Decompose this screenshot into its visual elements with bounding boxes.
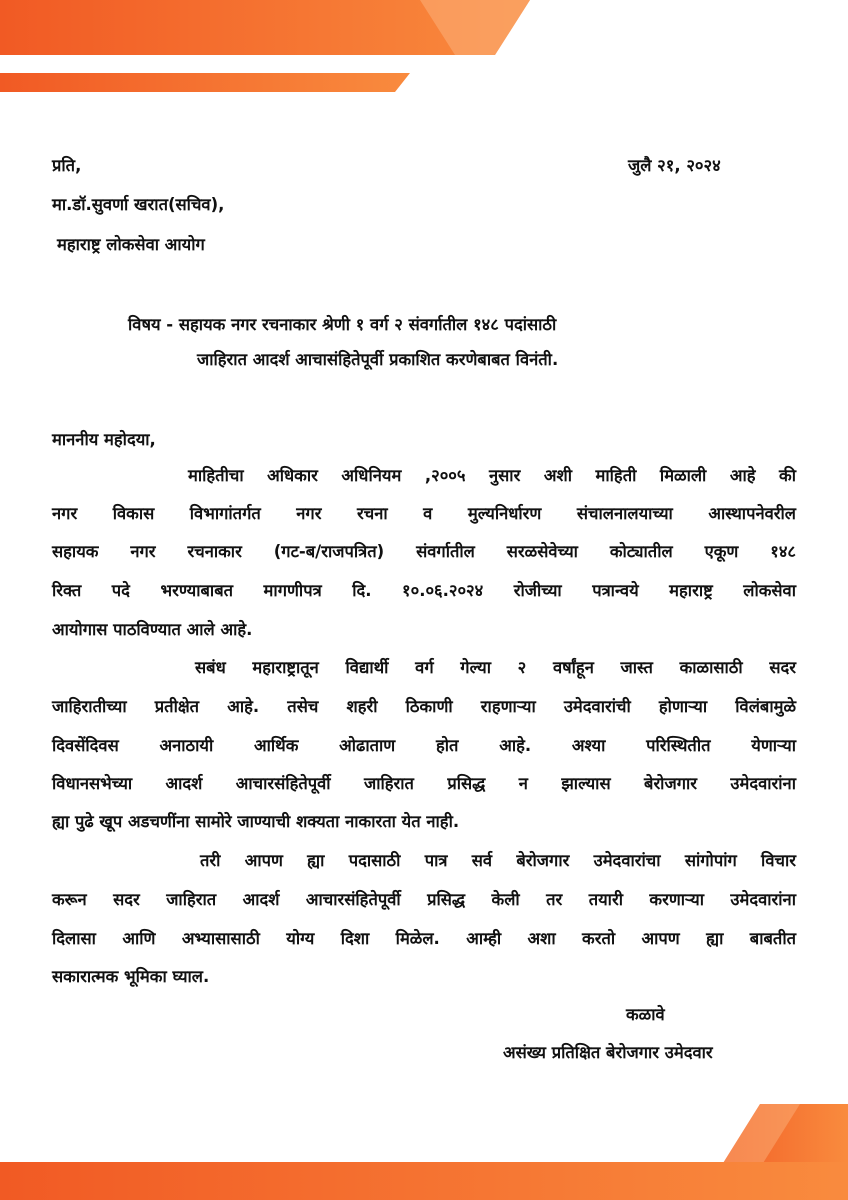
paragraph-3-line-1: तरी आपण ह्या पदासाठी पात्र सर्व बेरोजगार उमेदवारांचा सांगोपांग विचार: [200, 851, 796, 870]
paragraph-1-line-5: आयोगास पाठविण्यात आले आहे.: [52, 620, 253, 639]
paragraph-1-line-4: रिक्त पदे भरण्याबाबत मागणीपत्र दि. १०.०६.२०२४ रोजीच्या पत्रान्वये महाराष्ट्र लोकसेवा: [52, 581, 796, 600]
subject-line-1: विषय - सहायक नगर रचनाकार श्रेणी १ वर्ग २ संवर्गातील १४८ पदांसाठी: [128, 315, 557, 334]
paragraph-2-line-3: दिवसेंदिवस अनाठायी आर्थिक ओढाताण होत आहे. अश्या परिस्थितीत येणाऱ्या: [52, 736, 796, 755]
subject-line-2: जाहिरात आदर्श आचासंहितेपूर्वी प्रकाशित करणेबाबत विनंती.: [197, 350, 559, 369]
header-band-lower: [0, 73, 410, 92]
paragraph-2-line-4: विधानसभेच्या आदर्श आचारसंहितेपूर्वी जाहिरात प्रसिद्ध न झाल्यास बेरोजगार उमेदवारांना: [52, 774, 796, 793]
closing: कळावे: [626, 1005, 665, 1024]
recipient-org: महाराष्ट्र लोकसेवा आयोग: [57, 235, 205, 254]
paragraph-3-line-2: करून सदर जाहिरात आदर्श आचारसंहितेपूर्वी प्रसिद्ध केली तर तयारी करणाऱ्या उमेदवारांना: [52, 890, 796, 909]
letter-date: जुलै २१, २०२४: [628, 156, 721, 175]
recipient-name: मा.डॉ.सुवर्णा खरात(सचिव),: [52, 195, 225, 214]
paragraph-2-line-5: ह्या पुढे खूप अडचणींना सामोरे जाण्याची शक्यता नाकारता येत नाही.: [52, 812, 460, 831]
salutation-to: प्रति,: [52, 156, 82, 175]
greeting: माननीय महोदया,: [52, 430, 156, 449]
paragraph-3-line-3: दिलासा आणि अभ्यासासाठी योग्य दिशा मिळेल. आम्ही अशा करतो आपण ह्या बाबतीत: [52, 929, 796, 948]
paragraph-1-line-2: नगर विकास विभागांतर्गत नगर रचना व मुल्यनिर्धारण संचालनालयाच्या आस्थापनेवरील: [52, 504, 796, 523]
signature: असंख्य प्रतिक्षित बेरोजगार उमेदवार: [503, 1043, 713, 1062]
paragraph-2-line-1: सबंध महाराष्ट्रातून विद्यार्थी वर्ग गेल्या २ वर्षांहून जास्त काळासाठी सदर: [195, 658, 796, 677]
footer-decoration: [0, 1090, 848, 1200]
paragraph-1-line-1: माहितीचा अधिकार अधिनियम ,२००५ नुसार अशी माहिती मिळाली आहे की: [188, 466, 796, 485]
paragraph-1-line-3: सहायक नगर रचनाकार (गट-ब/राजपत्रित) संवर्गातील सरळसेवेच्या कोट्यातील एकूण १४८: [52, 542, 796, 561]
footer-band: [0, 1162, 848, 1200]
paragraph-3-line-4: सकारात्मक भूमिका घ्याल.: [52, 967, 210, 986]
paragraph-2-line-2: जाहिरातीच्या प्रतीक्षेत आहे. तसेच शहरी ठिकाणी राहणाऱ्या उमेदवारांची होणाऱ्या विलंबामुळे: [52, 697, 796, 716]
header-decoration: [0, 0, 848, 100]
